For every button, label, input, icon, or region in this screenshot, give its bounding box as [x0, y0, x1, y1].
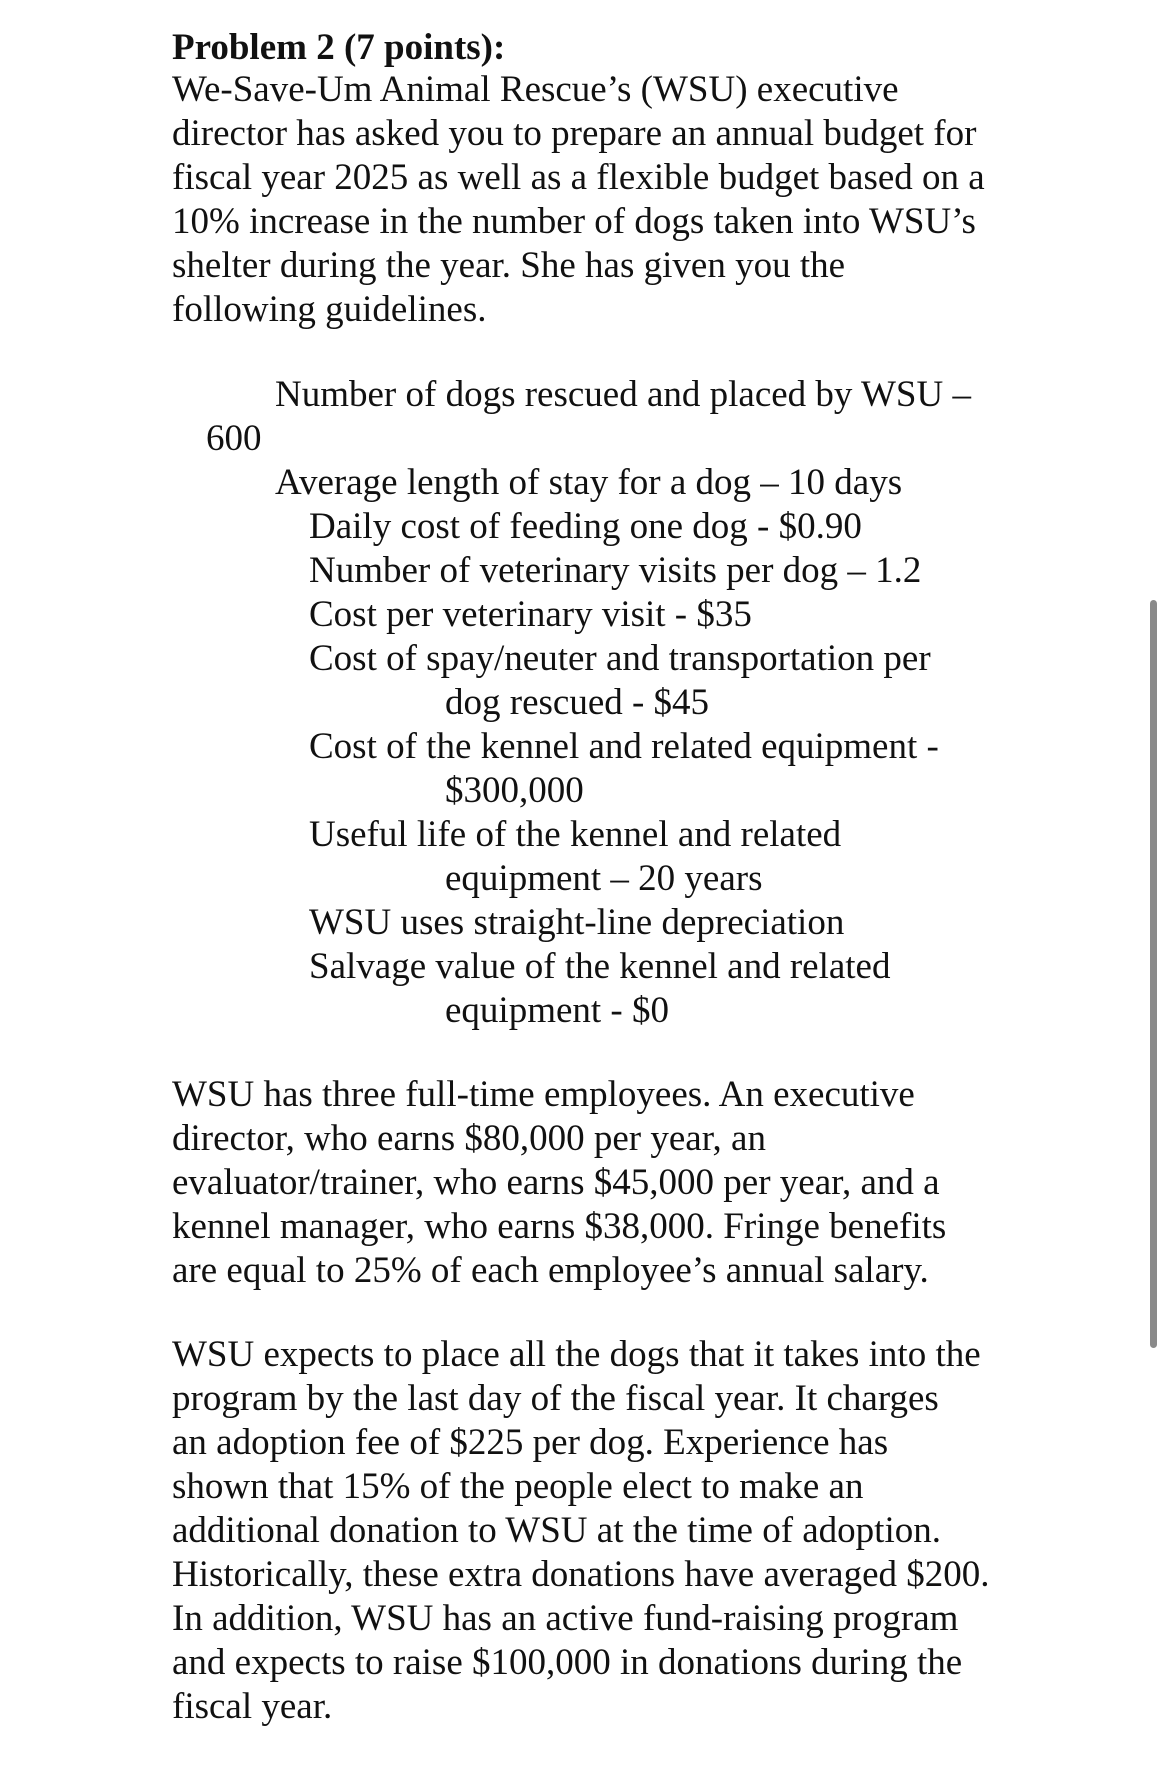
intro-line: following guidelines.: [172, 289, 487, 330]
employees-line: director, who earns $80,000 per year, an: [172, 1118, 766, 1159]
revenue-line: program by the last day of the fiscal year. It charges: [172, 1378, 939, 1419]
revenue-line: additional donation to WSU at the time of adoption.: [172, 1510, 941, 1551]
revenue-line: shown that 15% of the people elect to make an: [172, 1466, 864, 1507]
employees-line: WSU has three full-time employees. An executive: [172, 1074, 915, 1115]
guideline-feeding: Daily cost of feeding one dog - $0.90: [309, 506, 862, 547]
guideline-kennel-cont: $300,000: [445, 770, 584, 811]
guideline-vet-visits: Number of veterinary visits per dog – 1.2: [309, 550, 922, 591]
revenue-line: and expects to raise $100,000 in donations during the: [172, 1642, 963, 1683]
employees-line: evaluator/trainer, who earns $45,000 per year, and a: [172, 1162, 940, 1203]
guideline-salvage-cont: equipment - $0: [445, 990, 670, 1031]
employees-line: are equal to 25% of each employee’s annual salary.: [172, 1250, 929, 1291]
guideline-dogs: Number of dogs rescued and placed by WSU –: [275, 374, 971, 415]
revenue-line: Historically, these extra donations have averaged $200.: [172, 1554, 990, 1595]
guideline-kennel: Cost of the kennel and related equipment -: [309, 726, 939, 767]
employees-line: kennel manager, who earns $38,000. Fringe benefits: [172, 1206, 947, 1247]
problem-title: Problem 2 (7 points):: [172, 27, 506, 68]
revenue-line: an adoption fee of $225 per dog. Experience has: [172, 1422, 889, 1463]
guideline-life: Useful life of the kennel and related: [309, 814, 842, 855]
intro-line: We-Save-Um Animal Rescue’s (WSU) executive: [172, 69, 899, 110]
guideline-depreciation: WSU uses straight-line depreciation: [309, 902, 845, 943]
guideline-vet-cost: Cost per veterinary visit - $35: [309, 594, 752, 635]
intro-line: shelter during the year. She has given you the: [172, 245, 846, 286]
intro-line: fiscal year 2025 as well as a flexible budget based on a: [172, 157, 985, 198]
guideline-dogs-value: 600: [206, 418, 262, 459]
guideline-life-cont: equipment – 20 years: [445, 858, 763, 899]
intro-line: 10% increase in the number of dogs taken into WSU’s: [172, 201, 976, 242]
revenue-line: WSU expects to place all the dogs that it takes into the: [172, 1334, 981, 1375]
guideline-salvage: Salvage value of the kennel and related: [309, 946, 891, 987]
revenue-line: fiscal year.: [172, 1686, 333, 1727]
guideline-spay: Cost of spay/neuter and transportation per: [309, 638, 931, 679]
guideline-spay-cont: dog rescued - $45: [445, 682, 710, 723]
intro-line: director has asked you to prepare an annual budget for: [172, 113, 977, 154]
vertical-scrollbar[interactable]: [1150, 600, 1157, 1348]
revenue-line: In addition, WSU has an active fund-raising program: [172, 1598, 959, 1639]
guideline-stay: Average length of stay for a dog – 10 days: [275, 462, 903, 503]
